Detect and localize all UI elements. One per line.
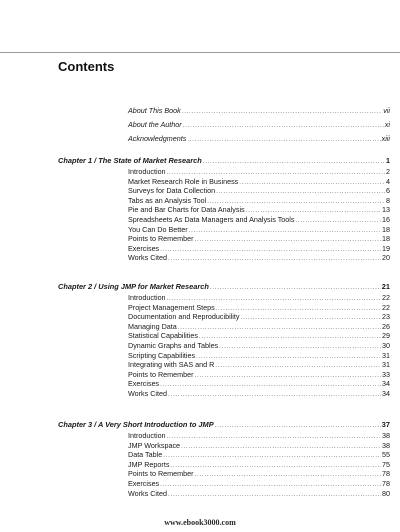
toc-entry-label: Works Cited [128,253,168,263]
toc-page-number: 30 [382,341,390,350]
toc-page-number: 75 [382,459,390,469]
toc-entry-label: Exercises [128,379,160,389]
toc-entry [128,196,390,205]
toc-entry-label: Introduction [128,167,166,176]
toc-page-number: 18 [382,224,390,234]
toc-page-number: vii [383,106,390,115]
chapter-heading [58,420,390,429]
toc-page-number: 34 [382,389,390,398]
dot-leader [203,158,385,167]
toc-page-number: 16 [382,215,390,224]
toc-entry [128,431,390,440]
toc-entry [128,370,390,379]
toc-page-number: 33 [382,369,390,379]
toc-page-number: 34 [382,379,390,389]
toc-entry [128,303,390,312]
toc-entry-label: Managing Data [128,321,177,331]
toc-page-number: 31 [382,350,390,360]
toc-entry-label: Chapter 2 / Using JMP for Market Research [58,282,209,291]
dot-leader [182,108,382,117]
toc-entry [128,351,390,360]
footer-watermark: www.ebook3000.com [164,518,236,527]
toc-page-number: xiii [381,134,390,143]
toc-entry-label: JMP Workspace [128,440,181,450]
toc-entry-label: Works Cited [128,389,168,398]
toc-page-number: 29 [382,331,390,341]
chapter-heading [58,156,390,165]
toc-entry [128,167,390,176]
toc-page-number: 22 [382,302,390,312]
page-header-band [0,0,400,53]
toc-entry-label: Exercises [128,243,160,253]
toc-entry [128,312,390,321]
toc-page-number: 4 [386,176,390,186]
toc-entry [128,379,390,388]
toc-page-number: 21 [381,282,390,291]
toc-entry-label: Dynamic Graphs and Tables [128,341,219,350]
toc-entry-label: JMP Reports [128,459,170,469]
toc-entry [128,215,390,224]
toc-entry-label: Spreadsheets As Data Managers and Analysis Tools [128,215,295,224]
dot-leader [210,284,381,293]
toc-entry-label: Pie and Bar Charts for Data Analysis [128,205,245,215]
toc-page-number: 6 [386,186,390,196]
toc-entry [128,460,390,469]
toc-entry-label: About the Author [128,120,182,129]
toc-entry-label: About This Book [128,106,181,115]
toc-entry [128,234,390,243]
toc-entry-label: Chapter 1 / The State of Market Research [58,156,202,165]
toc-page-number: 26 [382,321,390,331]
toc-entry-label: Points to Remember [128,234,194,244]
toc-page-number: 38 [382,440,390,450]
toc-entry [128,186,390,195]
toc-entry [128,225,390,234]
toc-entry [128,331,390,340]
dot-leader [168,255,381,264]
toc-entry-label: Points to Remember [128,369,194,379]
toc-entry [128,360,390,369]
toc-entry-label: Introduction [128,431,166,440]
toc-entry-label: Introduction [128,293,166,302]
toc-page-number: 38 [382,431,390,440]
toc-entry-label: Tabs as an Analysis Tool [128,195,207,205]
toc-page-number: 23 [382,312,390,322]
toc-entry [128,389,390,398]
dot-leader [168,491,381,500]
front-matter-entry [128,134,390,143]
toc-page-number: 80 [382,488,390,498]
toc-entry [128,177,390,186]
dot-leader [168,391,381,400]
toc-entry-label: Project Management Steps [128,302,215,312]
toc-page-number: 31 [382,360,390,370]
toc-entry [128,205,390,214]
toc-page-number: 55 [382,450,390,460]
toc-entry [128,341,390,350]
toc-entry-label: Market Research Role in Business [128,176,239,186]
dot-leader [215,422,381,431]
toc-entry-label: Chapter 3 / A Very Short Introduction to JMP [58,420,214,429]
toc-page-number: 20 [382,253,390,263]
dot-leader [183,122,384,131]
toc-entry-label: Exercises [128,479,160,488]
dot-leader [187,136,380,145]
toc-entry [128,322,390,331]
front-matter-entry [128,106,390,115]
chapter-heading [58,282,390,291]
toc-page-number: 78 [382,469,390,479]
toc-page-number: 13 [382,205,390,215]
toc-page-number: xi [384,120,390,129]
toc-page-number: 22 [382,293,390,302]
toc-entry [128,450,390,459]
toc-entry-label: Documentation and Reproducibility [128,312,240,322]
toc-entry [128,293,390,302]
toc-entry-label: Acknowledgments [128,134,187,143]
toc-entry-label: Points to Remember [128,469,194,479]
toc-page-number: 78 [382,479,390,488]
toc-page-number: 2 [386,167,390,176]
toc-entry [128,441,390,450]
toc-entry [128,244,390,253]
toc-entry-label: Data Table [128,450,163,460]
toc-page-number: 18 [382,234,390,244]
toc-entry-label: Integrating with SAS and R [128,360,215,370]
page-title: Contents [58,59,115,74]
toc-entry [128,479,390,488]
toc-entry-label: Scripting Capabilities [128,350,196,360]
toc-entry-label: You Can Do Better [128,224,188,234]
toc-entry [128,469,390,478]
toc-entry [128,489,390,498]
toc-page-number: 8 [386,195,390,205]
toc-entry [128,253,390,262]
toc-entry-label: Statistical Capabilities [128,331,198,341]
toc-entry-label: Works Cited [128,488,168,498]
toc-page-number: 19 [382,243,390,253]
toc-entry-label: Surveys for Data Collection [128,186,216,196]
toc-page-number: 1 [385,156,390,165]
front-matter-entry [128,120,390,129]
toc-page-number: 37 [381,420,390,429]
